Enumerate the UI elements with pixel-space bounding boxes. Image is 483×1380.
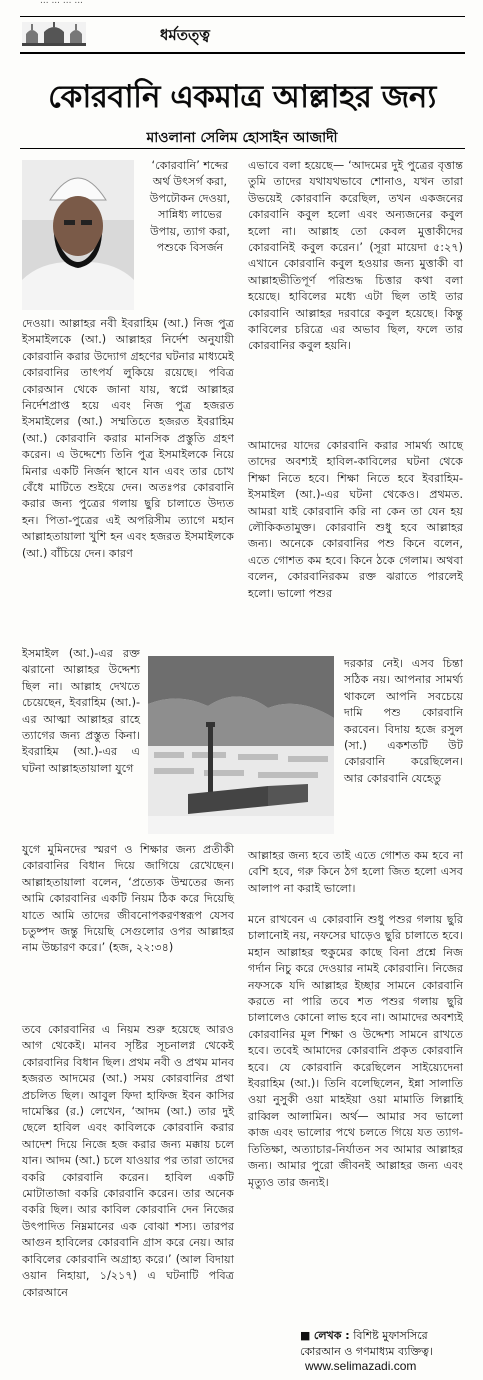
mosque-icon [22,22,86,46]
byline-rule [20,148,465,149]
paragraph: মনে রাখবেন এ কোরবানি শুধু পশুর গলায় ছুরি চালানোই নয়, নফসের ঘাড়েও ছুরি চালাতে হবে। মহান আল্লাহর হুকুমের কাছে বিনা প্রশ্নে নিজ গর্দান নিচু করে দেওয়ার নামই কোরবানি। নিজের নফসকে যদি আল্লাহর ইচ্ছার সামনে কোরবানি করতে না পারি তবে শত পশুর গলায় ছুরি চালালেও কোনো লাভ হবে না। আমাদের অবশ্যই কোরবানির মূল শিক্ষা ও উদ্দেশ্য সামনে রাখতে হবে। তবেই আমাদের কোরবানি প্রকৃত কোরবানি হবে। যে কোরবানি করেছিলেন সাইয়্যেদেনা ইবরাহিম (আ.)। তিনি বলেছিলেন, ইন্না সালাতি ওয়া নুসুকী ওয়া মাহইয়া ওয়া মামাতি লিল্লাহি রাব্বিল আলামিন। অর্থ— আমার সব ভালো কাজ এবং ভালোর পথে চলতে গিয়ে যত ত্যাগ-তিতিক্ষা, অত্যাচার-নির্যাতন সব আমার আল্লাহর জন্য। আমার পুরো জীবনই আল্লাহর জন্য এবং মৃত্যুও তার জন্যই। [248,913,463,1189]
article-headline: কোরবানি একমাত্র আল্লাহর জন্য [48,79,436,115]
square-bullet-icon: ■ [300,1329,314,1342]
column-1-part-3 [22,1022,234,1301]
author-credit [300,1328,470,1360]
column-1-part-2 [22,842,234,957]
column-2-part-4 [248,912,463,1191]
mina-tents-photo [148,656,334,834]
paragraph: দেওয়া। আল্লাহর নবী ইবরাহিম (আ.) নিজ পুত্র ইসমাইলকে (আ.) আল্লাহর নির্দেশ অনুযায়ী কোরবানি করার উদ্যোগ গ্রহণের ঘটনার মাধ্যমেই কোরবানির তাৎপর্য লুকিয়ে রয়েছে। পবিত্র কোরআন থেকে জানা যায়, স্বপ্নে আল্লাহর নির্দেশপ্রাপ্ত হয়ে এবং নিজ পুত্র হজরত ইসমাইলের (আ.) সম্মতিতে হজরত ইবরাহিম (আ.) কোরবানি করার মানসিক প্রস্তুতি গ্রহণ করেন। এ উদ্দেশ্যে তিনি পুত্র ইসমাইলকে নিয়ে মিনার একটি নির্জন স্থানে যান এবং তার চোখ বেঁধে মাটিতে শুইয়ে দেন। অতঃপর কোরবানি করার জন্য পুত্রের গলায় ছুরি চালাতে উদ্যত হন। পিতা-পুত্রের এই অপরিসীম ত্যাগে মহান আল্লাহতায়ালা খুশি হন এবং হজরত ইসমাইলকে (আ.) বাঁচিয়ে দেন। কারণ [22,317,234,560]
column-2-part-1 [248,158,463,355]
lead-narrow-text [146,158,234,256]
column-2-narrow [344,656,463,787]
column-2-part-3 [248,848,463,897]
paragraph: আল্লাহর জন্য হবে তাই এতে গোশত কম হবে না বেশি হবে, গরু কিনে ঠগ হলো জিত হলো এসব আলাপ না করাই ভালো। [248,849,463,895]
paragraph: আমাদের যাদের কোরবানি করার সামর্থ্য আছে তাদের অবশ্যই হাবিল-কাবিলের ঘটনা থেকে শিক্ষা নিতে হবে। শিক্ষা নিতে হবে ইবরাহিম-ইসমাইল (আ.)-এর ঘটনা থেকেও। প্রথমত. আমরা যাই কোরবানি করি না কেন তা যেন হয় লৌকিকতামুক্ত। কোরবানি শুধু হবে আল্লাহর জন্য। অনেকে কোরবানির পশু কিনে বলেন, এতে গোশত কম হবে। কিনে ঠকে গেলাম। অথবা বলেন, কোরবানিরকম রক্ত ঝরাতে পারলেই হলো। ভালো পশুর [248,439,463,600]
paragraph: যুগে মুমিনদের স্মরণ ও শিক্ষার জন্য প্রতীকী কোরবানির বিধান দিয়ে জাগিয়ে রেখেছেন। আল্লাহতায়ালা বলেন, ‘প্রত্যেক উম্মতের জন্য আমি কোরবানির একটি নিয়ম ঠিক করে দিয়েছি যাতে আমি তাদের জীবনোপকরণস্বরূপ যেসব চতুষ্পদ জন্তু দিয়েছি সেগুলোর ওপর আল্লাহর নাম উচ্চারণ করে।’ (হজ, ২২:৩৪) [22,843,234,955]
previous-article-strip [0,0,483,14]
author-photo [22,160,134,310]
credit-text: বিশিষ্ট মুফাসসিরে কোরআন ও গণমাধ্যম ব্যক্তিত্ব। [300,1329,433,1358]
column-2-part-2 [248,438,463,602]
author-website: www.selimazadi.com [305,1359,417,1373]
section-header [20,18,465,48]
paragraph: তবে কোরবানির এ নিয়ম শুরু হয়েছে আরও আগ থেকেই। মানব সৃষ্টির সূচনালগ্ন থেকেই কোরবানির বিধান ছিল। প্রথম নবী ও প্রথম মানব হজরত আদমের (আ.) সময় কোরবানির প্রথা প্রচলিত ছিল। আবুল ফিদা হাফিজ ইবন কাসির দামেস্কির (র.) লেখেন, ‘আদম (আ.) তার দুই ছেলে হাবিল এবং কাবিলকে কোরবানি করার আদেশ দিয়ে নিজে হজ করার জন্য মক্কায় চলে যান। আদম (আ.) চলে যাওয়ার পর তারা তাদের বকরি কোরবানি করেন। হাবিল একটি মোটাতাজা বকরি কোরবানি করেন। তার অনেক বকরি ছিল। আর কাবিল কোরবানি দেন নিজের উৎপাদিত নিম্নমানের এক বোঝা শস্য। তারপর আগুন হাবিলের কোরবানি গ্রাস করে নেয়। আর কাবিলের কোরবানি অগ্রাহ্য করে।’ (আল বিদায়া ওয়ান নিহায়া, ১/২১৭) এ ঘটনাটি পবিত্র কোরআনে [22,1023,234,1299]
credit-label: লেখক : [313,1329,350,1342]
column-1-narrow [22,646,140,777]
previous-article-text: ... ... ... ... [40,0,83,6]
top-rule [20,16,465,17]
section-title: ধর্মতত্ত্ব [160,26,210,44]
section-rule [20,52,465,54]
paragraph: ইসমাইল (আ.)-এর রক্ত ঝরানো আল্লাহর উদ্দেশ্য ছিল না। আল্লাহ দেখতে চেয়েছেন, ইবরাহিম (আ.)-এর আত্মা আল্লাহর রাহে ত্যাগের জন্য প্রস্তুত কিনা। ইবরাহিম (আ.)-এর এ ঘটনা আল্লাহতায়ালা যুগে [22,647,140,775]
lead-narrow-paragraph: ‘কোরবানি’ শব্দের অর্থ উৎসর্গ করা, উপঢৌকন দেওয়া, সান্নিধ্য লাভের উপায়, ত্যাগ করা, পশুকে বিসর্জন [149,159,231,255]
paragraph: এভাবে বলা হয়েছে— ‘আদমের দুই পুত্রের বৃত্তান্ত তুমি তাদের যথাযথভাবে শোনাও, যখন তারা উভয়েই কোরবানি করেছিল, তখন একজনের কোরবানি কবুল হলো এবং অন্যজনের কবুল হলো না। আল্লাহ তো কেবল মুত্তাকীদের কোরবানিই কবুল করেন।’ (সূরা মায়েদা ৫:২৭) এখানে কোরবানি কবুল হওয়ার জন্য মুত্তাকী বা আল্লাহভীতিপূর্ণ পরিশুদ্ধ চিত্তার কথা বলা হয়েছে। হাবিলের মধ্যে এটা ছিল তাই তার কোরবানি আল্লাহর দরবারে কবুল হয়েছে। কিন্তু কাবিলের চরিত্রে এর অভাব ছিল, ফলে তার কোরবানির কবুল হয়নি। [248,159,463,353]
column-1-part-1 [22,316,234,562]
paragraph: দরকার নেই। এসব চিন্তা সঠিক নয়। আপনার সামর্থ্য থাকলে আপনি সবচেয়ে দামি পশু কোরবানি করবেন। বিদায় হজে রসুল (সা.) একশতটি উট কোরবানি করেছিলেন। আর কোরবানি যেহেতু [344,657,463,785]
article-byline: মাওলানা সেলিম হোসাইন আজাদী [146,130,338,146]
